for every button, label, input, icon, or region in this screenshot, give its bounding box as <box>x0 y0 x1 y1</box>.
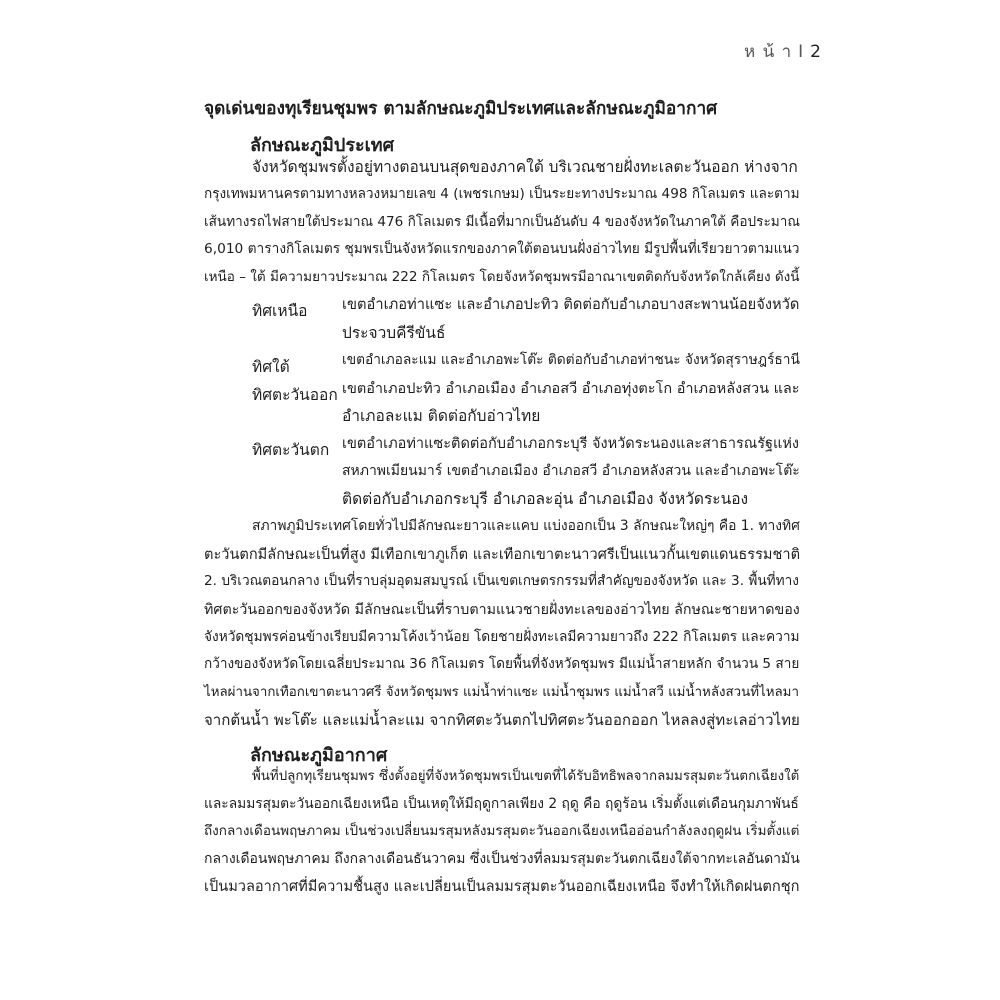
paragraph-line: สภาพภูมิประเทศโดยทั่วไปมีลักษณะยาวและแคบ แบ่งออกเป็น 3 ลักษณะใหญ่ๆ คือ 1. ทางทิศ <box>252 518 800 534</box>
paragraph-line: 6,010 ตารางกิโลเมตร ชุมพรเป็นจังหวัดแรกของภาคใต้ตอนบนฝั่งอ่าวไทย มีรูปพื้นที่เรียวยาวตามแนว <box>204 241 800 257</box>
section-heading-climate: ลักษณะภูมิอากาศ <box>250 745 388 766</box>
paragraph-line: ทิศตะวันออกของจังหวัด มีลักษณะเป็นที่ราบตามแนวชายฝั่งทะเลของอ่าวไทย ลักษณะชายหาดของ <box>204 602 800 618</box>
border-line: สหภาพเมียนมาร์ เขตอำเภอเมือง อำเภอสวี อำเภอหลังสวน และอำเภอพะโต๊ะ <box>342 463 800 479</box>
border-line: เขตอำเภอท่าแซะ และอำเภอปะทิว ติดต่อกับอำเภอบางสะพานน้อยจังหวัด <box>342 296 800 313</box>
page-label: ห น้ า <box>743 42 793 62</box>
section-heading-terrain: ลักษณะภูมิประเทศ <box>250 135 395 156</box>
border-line: เขตอำเภอท่าแซะติดต่อกับอำเภอกระบุรี จังหวัดระนองและสาธารณรัฐแห่ง <box>342 436 799 452</box>
paragraph-line: 2. บริเวณตอนกลาง เป็นที่ราบลุ่มอุดมสมบูรณ์ เป็นเขตเกษตรกรรมที่สำคัญของจังหวัด และ 3. พื้นที่ทาง <box>204 573 799 589</box>
paragraph-line: กรุงเทพมหานครตามทางหลวงหมายเลข 4 (เพชรเกษม) เป็นระยะทางประมาณ 498 กิโลเมตร และตาม <box>204 186 800 202</box>
paragraph-line: และลมมรสุมตะวันออกเฉียงเหนือ เป็นเหตุให้มีฤดูกาลเพียง 2 ฤดู คือ ฤดูร้อน เริ่มตั้งแต่เดือนกุมภาพันธ์ <box>204 796 799 812</box>
paragraph-line: จากต้นน้ำ พะโต๊ะ และแม่น้ำละแม จากทิศตะวันตกไปทิศตะวันออกออก ไหลลงสู่ทะเลอ่าวไทย <box>204 711 800 729</box>
paragraph-line: กว้างของจังหวัดโดยเฉลี่ยประมาณ 36 กิโลเมตร โดยพื้นที่จังหวัดชุมพร มีแม่น้ำสายหลัก จำนวน 5 สาย <box>204 656 800 672</box>
border-line: อำเภอละแม ติดต่อกับอ่าวไทย <box>342 407 541 425</box>
border-direction-west: ทิศตะวันตก <box>252 441 330 459</box>
paragraph-line: ถึงกลางเดือนพฤษภาคม เป็นช่วงเปลี่ยนมรสุมหลังมรสุมตะวันออกเฉียงเหนืออ่อนกำลังลงฤดูฝน เริ่มตั้งแต่ <box>204 823 800 839</box>
border-line: เขตอำเภอละแม และอำเภอพะโต๊ะ ติดต่อกับอำเภอท่าชนะ จังหวัดสุราษฎร์ธานี <box>342 352 800 368</box>
paragraph-line: ไหลผ่านจากเทือกเขาตะนาวศรี จังหวัดชุมพร แม่น้ำท่าแซะ แม่น้ำชุมพร แม่น้ำสวี แม่น้ำหลังสวนที่ไหลมา <box>204 685 799 700</box>
document-title: จุดเด่นของทุเรียนชุมพร ตามลักษณะภูมิประเทศและลักษณะภูมิอากาศ <box>204 99 718 119</box>
paragraph-line: เส้นทางรถไฟสายใต้ประมาณ 476 กิโลเมตร มีเนื้อที่มากเป็นอันดับ 4 ของจังหวัดในภาคใต้ คือประมาณ <box>204 214 800 230</box>
paragraph-line: จังหวัดชุมพรค่อนข้างเรียบมีความโค้งเว้าน้อย โดยชายฝั่งทะเลมีความยาวถึง 222 กิโลเมตร และความ <box>204 629 800 645</box>
paragraph-line: พื้นที่ปลูกทุเรียนชุมพร ซึ่งตั้งอยู่ที่จังหวัดชุมพรเป็นเขตที่ได้รับอิทธิพลจากลมมรสุมตะวันตกเฉียงใต้ <box>252 769 800 784</box>
paragraph-line: เหนือ – ใต้ มีความยาวประมาณ 222 กิโลเมตร โดยจังหวัดชุมพรมีอาณาเขตติดกับจังหวัดใกล้เคียง ดังนี้ <box>204 269 800 285</box>
border-direction-east: ทิศตะวันออก <box>252 386 338 404</box>
border-direction-north: ทิศเหนือ <box>252 302 308 320</box>
page-header <box>744 38 822 65</box>
border-line: เขตอำเภอปะทิว อำเภอเมือง อำเภอสวี อำเภอทุ่งตะโก อำเภอหลังสวน และ <box>342 381 800 397</box>
paragraph-line: เป็นมวลอากาศที่มีความชื้นสูง และเปลี่ยนเป็นลมมรสุมตะวันออกเฉียงเหนือ จึงทำให้เกิดฝนตกชุก <box>204 878 800 895</box>
header-separator: I <box>798 42 805 62</box>
page-number: 2 <box>810 42 822 62</box>
paragraph-line: ตะวันตกมีลักษณะเป็นที่สูง มีเทือกเขาภูเก็ต และเทือกเขาตะนาวศรีเป็นแนวกั้นเขตแดนธรรมชาติ <box>204 546 801 563</box>
border-direction-south: ทิศใต้ <box>252 358 290 376</box>
paragraph-line: กลางเดือนพฤษภาคม ถึงกลางเดือนธันวาคม ซึ่งเป็นช่วงที่ลมมรสุมตะวันตกเฉียงใต้จากทะเลอันดามัน <box>204 851 800 867</box>
border-line: ติดต่อกับอำเภอกระบุรี อำเภอละอุ่น อำเภอเมือง จังหวัดระนอง <box>342 490 749 508</box>
paragraph-line: จังหวัดชุมพรตั้งอยู่ทางตอนบนสุดของภาคใต้ บริเวณชายฝั่งทะเลตะวันออก ห่างจาก <box>252 158 798 176</box>
border-line: ประจวบคีรีขันธ์ <box>342 324 446 342</box>
